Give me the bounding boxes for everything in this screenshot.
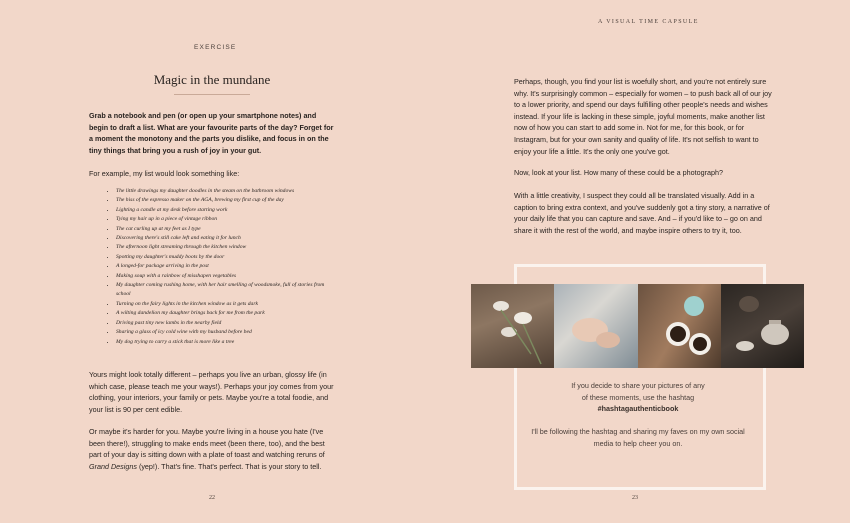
paragraph-harder: [89, 426, 337, 472]
list-item: • Tying my hair up in a piece of vintage ribbon: [116, 215, 336, 224]
list-item: • Spotting my daughter's muddy boots by the door: [116, 253, 336, 262]
teapot-illustration: [721, 284, 804, 368]
list-item: • My dog trying to carry a stick that is more like a tree: [116, 338, 336, 347]
photo-strip: [471, 284, 804, 368]
list-item: • A wilting dandelion my daughter brings back for me from the park: [116, 309, 336, 318]
list-item: • Discovering there's still cake left and eating it for lunch: [116, 234, 336, 243]
running-head: A VISUAL TIME CAPSULE: [598, 19, 699, 25]
paragraph-photograph-question: Now, look at your list. How many of these could be a photograph?: [514, 168, 723, 177]
photo-baby-feet: [554, 284, 637, 368]
coffee-cups-illustration: [638, 284, 721, 368]
list-item: • Sharing a glass of icy cold wine with my husband before bed: [116, 328, 336, 337]
list-item: • The little drawings my daughter doodles in the steam on the bathroom windows: [116, 187, 336, 196]
caption-line-2: of these moments, use the hashtag: [581, 392, 695, 402]
paragraph-yours-different: Yours might look totally different – perhaps you live an urban, glossy life (in which case, please teach me your ways!). Perhaps your joy comes from your clothing, your interiors, your family or pets. Maybe you're a total foodie, and your list is 90 per cent edible.: [89, 370, 334, 414]
list-item: • Lighting a candle at my desk before starting work: [116, 206, 336, 215]
paragraph-harder-text-a: Or maybe it's harder for you. Maybe you're living in a house you hate (I've been there!), struggling to make ends meet (been there, too), and the best part of your day is sitting down with a plate of toast and watching reruns of: [89, 427, 325, 460]
joy-list: [104, 187, 336, 347]
tulip-illustration: [471, 284, 554, 368]
blanket-illustration: [554, 284, 637, 368]
page-number-right: 23: [632, 495, 638, 501]
hashtag: #hashtagauthenticbook: [597, 404, 679, 414]
list-item: • Making soup with a rainbow of misshapen vegetables: [116, 272, 336, 281]
page-title: Magic in the mundane: [153, 72, 271, 87]
caption-line-1: If you decide to share your pictures of any: [571, 381, 705, 390]
photo-tulips: [471, 284, 554, 368]
paragraph-harder-text-b: (yep!). That's fine. That's perfect. That is your story to tell.: [136, 461, 322, 471]
list-item: • A longed-for package arriving in the post: [116, 262, 336, 271]
paragraph-list-short: Perhaps, though, you find your list is woefully short, and you're not entirely sure why. It's surprisingly common – especially for women – to push back all of our joy to a lower priority, and spend our days fulfilling other people's needs and wishes instead. If your life is lacking in these simple, joyful moments, make another list now of how you can start to add some in. Not for me, for this book, or for Instagram, but for your own sanity and quality of life. It's not selfish to want to enjoy your life a little. It's the only one you've got.: [514, 77, 772, 156]
list-item: • My daughter coming rushing home, with her hair smelling of woodsmoke, full of stories from school: [116, 281, 336, 300]
list-item: • The afternoon light streaming through the kitchen window: [116, 243, 336, 252]
title-divider: [174, 94, 250, 95]
intro-paragraph: Grab a notebook and pen (or open up your smartphone notes) and begin to draft a list. What are your favourite parts of the day? Forget for a moment the monotony and the parts you dislike, and focus in on the tiny things that bring you a rush of joy in your gut.: [89, 111, 334, 155]
list-item: • Turning on the fairy lights in the kitchen window as it gets dark: [116, 300, 336, 309]
photo-caption-follow: I'll be following the hashtag and sharing my faves on my own social media to help cheer you on.: [531, 427, 745, 448]
list-item: • Driving past tiny new lambs in the nearby field: [116, 319, 336, 328]
example-lead: For example, my list would look something like:: [89, 169, 240, 178]
photo-coffee-cups: [638, 284, 721, 368]
paragraph-creativity: With a little creativity, I suspect they could all be translated visually. Add in a caption to bring extra context, and you've suddenly got a tiny story, a narrative of your daily life that you can capture and save. And – if you'd like to – go on and share it with the rest of the world, and maybe inspire others to try it, too.: [514, 191, 770, 235]
page-number-left: 22: [209, 495, 215, 501]
list-item: • The hiss of the espresso maker on the AGA, brewing my first cup of the day: [116, 196, 336, 205]
section-label: EXERCISE: [194, 44, 237, 51]
photo-teapot: [721, 284, 804, 368]
list-item: • The cat curling up at my feet as I type: [116, 225, 336, 234]
show-title: Grand Designs: [89, 461, 137, 471]
photo-caption: [524, 380, 752, 415]
